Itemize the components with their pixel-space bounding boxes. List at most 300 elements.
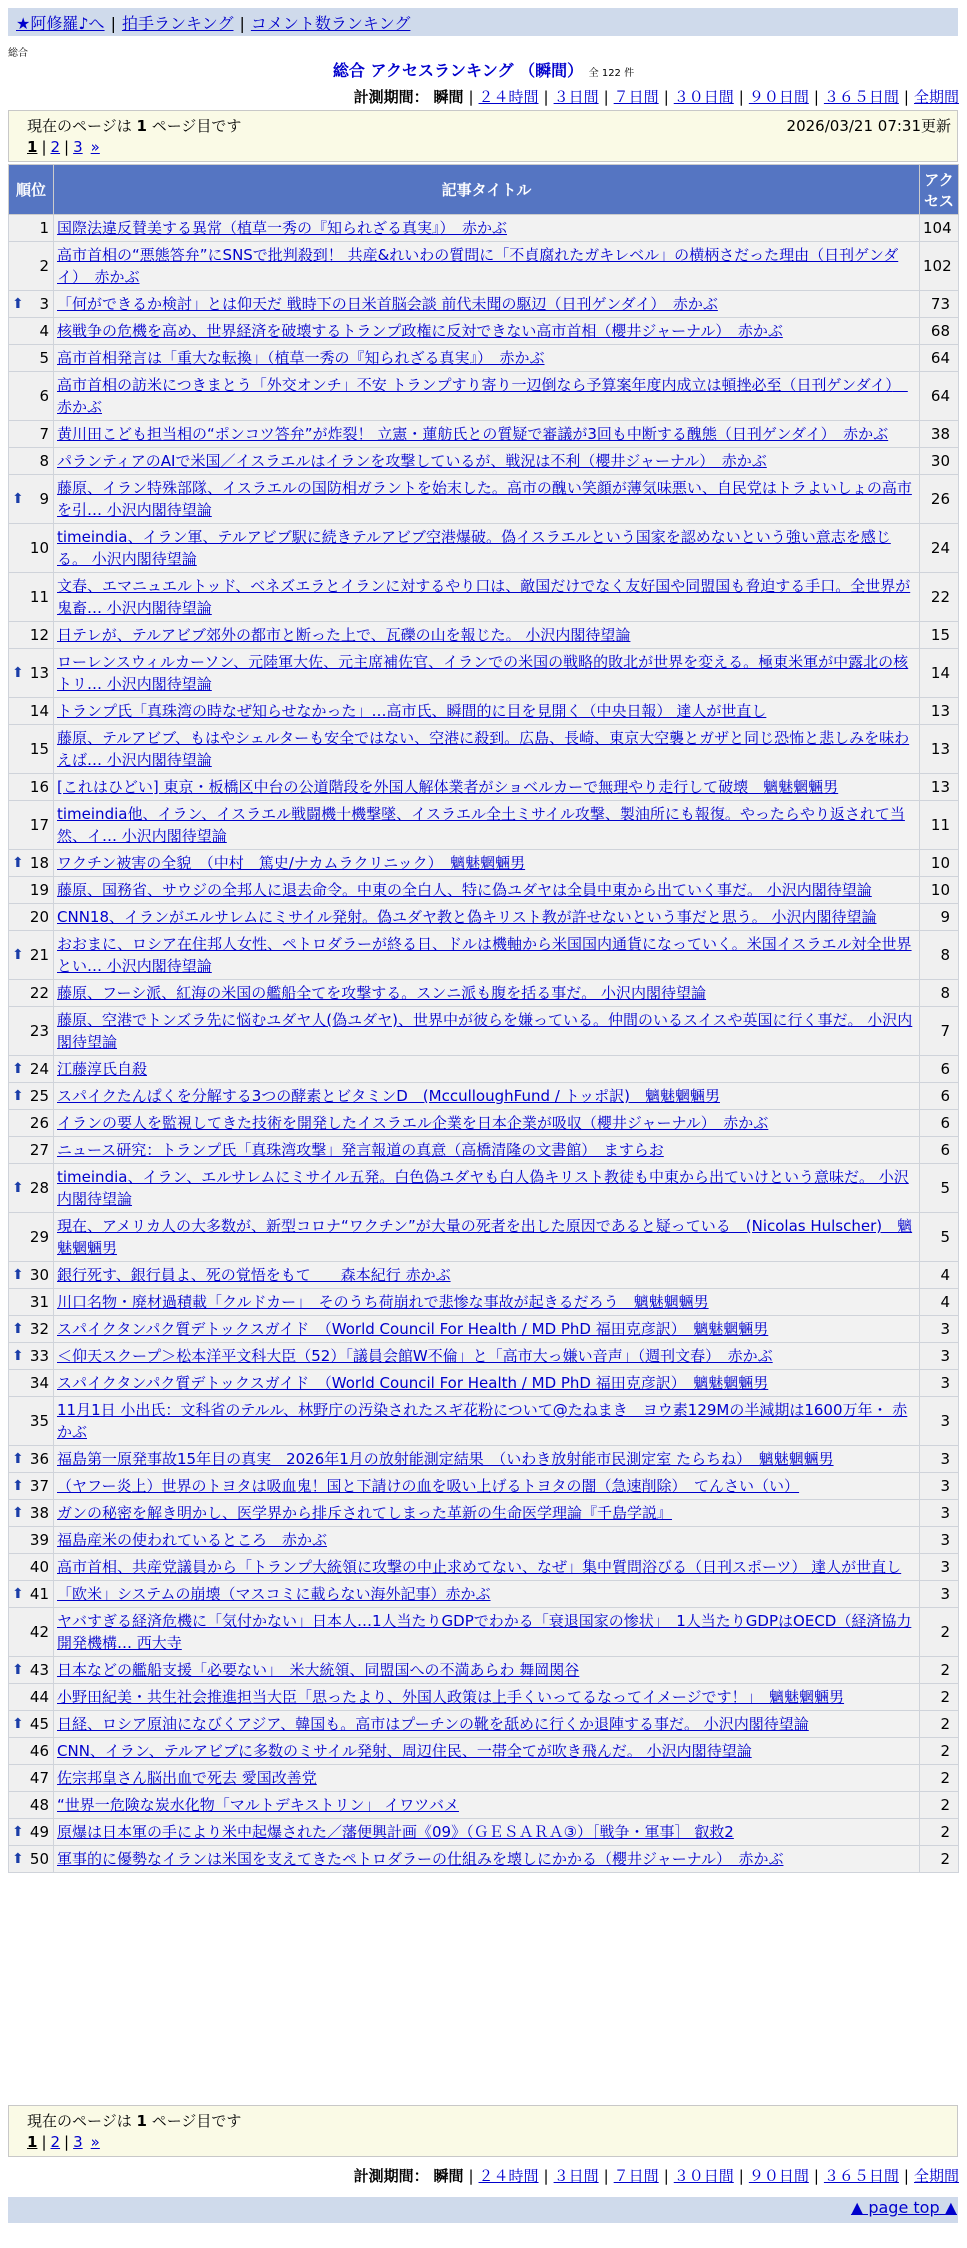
up-arrow-icon: ⬆ — [12, 1321, 24, 1337]
rank-number: 49 — [29, 1823, 49, 1841]
table-header-row — [9, 165, 959, 215]
rank-cell — [9, 1007, 54, 1056]
article-title-link[interactable]: ＜仰天スクープ＞松本洋平文科大臣（52）「議員会館W不倫」と「高市大っ嫌い音声」（週刊文春） 赤かぶ — [57, 1347, 773, 1365]
access-count: 7 — [920, 1007, 959, 1056]
rank-cell — [9, 1581, 54, 1608]
access-count: 2 — [920, 1846, 959, 1873]
rank-cell — [9, 980, 54, 1007]
rank-number: 27 — [29, 1141, 49, 1159]
total-count: 全 122 件 — [588, 68, 635, 79]
rank-cell — [9, 1473, 54, 1500]
article-title-link[interactable]: 11月1日 小出氏：文科省のテルル、林野庁の汚染されたスギ花粉について@たねまき ヨウ素129Mの半減期は1600万年・ 赤かぶ — [57, 1401, 908, 1441]
rank-number: 44 — [29, 1688, 49, 1706]
title-cell — [54, 1657, 920, 1684]
access-count: 8 — [920, 980, 959, 1007]
rank-cell — [9, 1213, 54, 1262]
title-cell — [54, 649, 920, 698]
access-count: 11 — [920, 801, 959, 850]
title-cell — [54, 1846, 920, 1873]
nav-clap-ranking-link[interactable]: 拍手ランキング — [121, 14, 234, 33]
period-selector-bottom: 計測期間： 瞬間 | ２４時間 | ３日間 | ７日間 | ３０日間 | ９０日間 | ３６５日間 | 全期間 — [353, 2167, 959, 2185]
title-cell — [54, 421, 920, 448]
article-title-link[interactable]: timeindia、イラン軍、テルアビブ駅に続きテルアビブ空港爆破。偽イスラエルという国家を認めないという強い意志を感じる。 小沢内閣待望論 — [57, 528, 891, 568]
article-title-link[interactable]: ヤバすぎる経済危機に「気付かない」日本人…1人当たりGDPでわかる「衰退国家の惨状」 1人当たりGDPはOECD（経済協力開発機構… 西大寺 — [57, 1612, 912, 1652]
access-count: 4 — [920, 1289, 959, 1316]
access-count: 6 — [920, 1056, 959, 1083]
up-arrow-icon: ⬆ — [12, 1505, 24, 1521]
access-count: 2 — [920, 1792, 959, 1819]
period-selector-top: 計測期間： 瞬間 | ２４時間 | ３日間 | ７日間 | ３０日間 | ９０日間 | ３６５日間 | 全期間 — [353, 88, 959, 106]
access-count: 3 — [920, 1473, 959, 1500]
title-cell — [54, 1110, 920, 1137]
article-title-link[interactable]: 「何ができるか検討」とは仰天だ 戦時下の日米首脳会談 前代未聞の駆辺（日刊ゲンダイ） 赤かぶ — [57, 295, 718, 313]
access-count: 15 — [920, 622, 959, 649]
article-title-link[interactable]: 核戦争の危機を高め、世界経済を破壊するトランプ政権に反対できない高市首相（櫻井ジャーナル） 赤かぶ — [57, 322, 783, 340]
article-title-link[interactable]: 高市首相発言は「重大な転換」（植草一秀の『知られざる真実』） 赤かぶ — [57, 349, 545, 367]
access-count: 3 — [920, 1343, 959, 1370]
article-title-link[interactable]: 福島第一原発事故15年目の真実 2026年1月の放射能測定結果 （いわき放射能市民測定室 たらちね） 魑魅魍魎男 — [57, 1450, 834, 1468]
title-cell — [54, 1473, 920, 1500]
article-title-link[interactable]: 「欧米」システムの崩壊（マスコミに載らない海外記事）赤かぶ — [57, 1585, 491, 1603]
title-cell — [54, 1554, 920, 1581]
access-count: 5 — [920, 1164, 959, 1213]
access-count: 9 — [920, 904, 959, 931]
rank-cell — [9, 931, 54, 980]
rank-number: 29 — [29, 1228, 49, 1246]
rank-cell — [9, 345, 54, 372]
rank-number: 19 — [29, 881, 49, 899]
up-arrow-icon: ⬆ — [12, 1662, 24, 1678]
article-title-link[interactable]: （ヤフー炎上）世界のトヨタは吸血鬼！国と下請けの血を吸い上げるトヨタの闇（急速削除） てんさい（い） — [57, 1477, 800, 1495]
rank-number: 7 — [39, 425, 49, 443]
category-label: 総合 — [8, 48, 28, 59]
rank-cell — [9, 1083, 54, 1110]
article-title-link[interactable]: イランの要人を監視してきた技術を開発したイスラエル企業を日本企業が吸収（櫻井ジャーナル） 赤かぶ — [57, 1114, 769, 1132]
article-title-link[interactable]: ガンの秘密を解き明かし、医学界から排斥されてしまった革新の生命医学理論『千島学説』 — [57, 1504, 673, 1522]
rank-number: 45 — [29, 1715, 49, 1733]
period-90d-link[interactable]: ９０日間 — [748, 88, 809, 106]
rank-number: 46 — [29, 1742, 49, 1760]
nav-comment-ranking-link[interactable]: コメント数ランキング — [250, 14, 411, 33]
table-row — [9, 1289, 959, 1316]
table-row — [9, 524, 959, 573]
title-cell — [54, 1711, 920, 1738]
rank-cell — [9, 774, 54, 801]
article-title-link[interactable]: 江藤淳氏自殺 — [57, 1060, 148, 1078]
title-cell — [54, 1819, 920, 1846]
rank-number: 4 — [39, 322, 49, 340]
rank-number: 15 — [29, 740, 49, 758]
title-cell — [54, 904, 920, 931]
article-title-link[interactable]: 国際法違反賛美する異常（植草一秀の『知られざる真実』） 赤かぶ — [57, 219, 508, 237]
access-count: 2 — [920, 1608, 959, 1657]
rank-cell — [9, 877, 54, 904]
access-count: 4 — [920, 1262, 959, 1289]
period-3d-link[interactable]: ３日間 — [553, 2167, 599, 2185]
article-title-link[interactable]: [これはひどい] 東京・板橋区中台の公道階段を外国人解体業者がショベルカーで無理やり走行して破壊 魑魅魍魎男 — [57, 778, 839, 796]
rank-number: 36 — [29, 1450, 49, 1468]
table-row — [9, 1343, 959, 1370]
footer-bar — [8, 2197, 958, 2223]
table-row — [9, 573, 959, 622]
rank-cell — [9, 1819, 54, 1846]
title-cell — [54, 1500, 920, 1527]
rank-number: 26 — [29, 1114, 49, 1132]
article-title-link[interactable]: 藤原、フーシ派、紅海の米国の艦船全てを攻撃する。スンニ派も腹を括る事だ。 小沢内閣待望論 — [57, 984, 707, 1002]
rank-number: 40 — [29, 1558, 49, 1576]
table-row — [9, 1711, 959, 1738]
title-cell — [54, 215, 920, 242]
nav-home-link[interactable]: ★阿修羅♪へ — [16, 14, 105, 33]
rank-number: 16 — [29, 778, 49, 796]
page-1-link[interactable]: 1 — [27, 2133, 38, 2151]
period-3d-link[interactable]: ３日間 — [553, 88, 599, 106]
period-365d-link[interactable]: ３６５日間 — [823, 88, 899, 106]
rank-number: 35 — [29, 1412, 49, 1430]
table-row — [9, 1527, 959, 1554]
rank-cell — [9, 1527, 54, 1554]
up-arrow-icon: ⬆ — [12, 296, 24, 312]
table-row — [9, 904, 959, 931]
next-page-link[interactable]: » — [90, 138, 100, 156]
rank-number: 8 — [39, 452, 49, 470]
rank-number: 20 — [29, 908, 49, 926]
rank-cell — [9, 1343, 54, 1370]
title-cell — [54, 1316, 920, 1343]
rank-cell — [9, 421, 54, 448]
article-title-link[interactable]: 現在、アメリカ人の大多数が、新型コロナ“ワクチン”が大量の死者を出した原因であると疑っている (Nicolas Hulscher) 魑魅魍魎男 — [57, 1217, 913, 1257]
access-count: 64 — [920, 345, 959, 372]
title-cell — [54, 774, 920, 801]
article-title-link[interactable]: 藤原、国務省、サウジの全邦人に退去命令。中東の全白人、特に偽ユダヤは全員中東から出ていく事だ。 小沢内閣待望論 — [57, 881, 872, 899]
article-title-link[interactable]: 福島産米の使われているところ 赤かぶ — [57, 1531, 328, 1549]
table-row — [9, 1765, 959, 1792]
rank-number: 2 — [39, 257, 49, 275]
table-row — [9, 1164, 959, 1213]
table-row — [9, 1657, 959, 1684]
title-cell — [54, 1765, 920, 1792]
table-row — [9, 1473, 959, 1500]
period-7d-link[interactable]: ７日間 — [613, 2167, 659, 2185]
article-title-link[interactable]: 文春、エマニュエルトッド、ベネズエラとイランに対するやり口は、敵国だけでなく友好国や同盟国も脅迫する手口。全世界が鬼畜… 小沢内閣待望論 — [57, 577, 911, 617]
access-count: 2 — [920, 1711, 959, 1738]
rank-cell — [9, 1137, 54, 1164]
rank-cell — [9, 318, 54, 345]
up-arrow-icon: ⬆ — [12, 1348, 24, 1364]
access-count: 2 — [920, 1765, 959, 1792]
article-title-link[interactable]: 藤原、空港でトンズラ先に悩むユダヤ人(偽ユダヤ)、世界中が彼らを嫌っている。仲間のいるスイスや英国に行く事だ。 小沢内閣待望論 — [57, 1011, 913, 1051]
period-7d-link[interactable]: ７日間 — [613, 88, 659, 106]
page-title — [0, 58, 967, 81]
table-row — [9, 649, 959, 698]
article-title-link[interactable]: 川口名物・廃材過積載「クルドカー」 そのうち荷崩れで悲惨な事故が起きるだろう 魑魅魍魎男 — [57, 1293, 709, 1311]
up-arrow-icon: ⬆ — [12, 665, 24, 681]
article-title-link[interactable]: スパイクタンパク質デトックスガイド （World Council For Health / MD PhD 福田克彦訳） 魑魅魍魎男 — [57, 1320, 769, 1338]
table-row — [9, 774, 959, 801]
access-count: 104 — [920, 215, 959, 242]
article-title-link[interactable]: 日テレが、テルアビブ郊外の都市と断った上で、瓦礫の山を報じた。 小沢内閣待望論 — [57, 626, 631, 644]
table-row — [9, 1608, 959, 1657]
next-page-link[interactable]: » — [90, 2133, 100, 2151]
up-arrow-icon: ⬆ — [12, 1851, 24, 1867]
title-cell — [54, 242, 920, 291]
title-cell — [54, 877, 920, 904]
title-cell — [54, 725, 920, 774]
table-row — [9, 448, 959, 475]
table-row — [9, 1846, 959, 1873]
access-count: 38 — [920, 421, 959, 448]
rank-cell — [9, 573, 54, 622]
pagination: 1 | 2 | 3 » — [27, 138, 100, 156]
up-arrow-icon: ⬆ — [12, 1478, 24, 1494]
top-nav — [8, 8, 958, 36]
article-title-link[interactable]: 銀行死す、銀行員よ、死の覚悟をもて 森本紀行 赤かぶ — [57, 1266, 451, 1284]
rank-number: 34 — [29, 1374, 49, 1392]
page-title-text: 総合 アクセスランキング （瞬間） — [332, 61, 584, 80]
table-row — [9, 1792, 959, 1819]
page-2-link[interactable]: 2 — [50, 138, 61, 156]
access-count: 3 — [920, 1581, 959, 1608]
rank-cell — [9, 372, 54, 421]
table-row — [9, 1056, 959, 1083]
table-row — [9, 421, 959, 448]
title-cell — [54, 1738, 920, 1765]
access-count: 5 — [920, 1213, 959, 1262]
table-row — [9, 622, 959, 649]
article-title-link[interactable]: 黄川田こども担当相の“ポンコツ答弁”が炸裂！ 立憲・蓮舫氏との質疑で審議が3回も中断する醜態（日刊ゲンダイ） 赤かぶ — [57, 425, 889, 443]
title-cell — [54, 801, 920, 850]
article-title-link[interactable]: おおまに、ロシア在住邦人女性、ペトロダラーが終る日、ドルは機軸から米国国内通貨になっていく。米国イスラエル対全世界とい… 小沢内閣待望論 — [57, 935, 912, 975]
ranking-body — [9, 215, 959, 1873]
rank-number: 50 — [29, 1850, 49, 1868]
access-count: 26 — [920, 475, 959, 524]
title-cell — [54, 524, 920, 573]
rank-cell — [9, 1164, 54, 1213]
rank-cell — [9, 242, 54, 291]
rank-number: 48 — [29, 1796, 49, 1814]
page-3-link[interactable]: 3 — [73, 138, 83, 156]
article-title-link[interactable]: 高市首相の訪米につきまとう「外交オンチ」不安 トランプすり寄り一辺倒なら予算案年度内成立は頓挫必至（日刊ゲンダイ） 赤かぶ — [57, 376, 908, 416]
article-title-link[interactable]: 藤原、イラン特殊部隊、イスラエルの国防相ガラントを始末した。高市の醜い笑顔が薄気味悪い、自民党はトラよいしょの高市を引… 小沢内閣待望論 — [57, 479, 912, 519]
nav-separator: | — [110, 14, 116, 33]
page-1-link[interactable]: 1 — [27, 138, 38, 156]
rank-number: 3 — [39, 295, 49, 313]
period-24h-link[interactable]: ２４時間 — [478, 2167, 539, 2185]
article-title-link[interactable]: ニュース研究：トランプ氏「真珠湾攻撃」発言報道の真意（高橋清隆の文書館） ますらお — [57, 1141, 664, 1159]
access-count: 13 — [920, 725, 959, 774]
access-count: 2 — [920, 1657, 959, 1684]
title-cell — [54, 345, 920, 372]
period-all-link[interactable]: 全期間 — [913, 2167, 959, 2185]
access-count: 3 — [920, 1554, 959, 1581]
access-count: 6 — [920, 1137, 959, 1164]
title-cell — [54, 1056, 920, 1083]
table-row — [9, 1500, 959, 1527]
period-365d-link[interactable]: ３６５日間 — [823, 2167, 899, 2185]
table-row — [9, 980, 959, 1007]
table-row — [9, 475, 959, 524]
period-30d-link[interactable]: ３０日間 — [673, 2167, 734, 2185]
title-cell — [54, 1397, 920, 1446]
title-cell — [54, 1164, 920, 1213]
rank-cell — [9, 1846, 54, 1873]
table-row — [9, 291, 959, 318]
article-title-link[interactable]: CNN18、イランがエルサレムにミサイル発射。偽ユダヤ教と偽キリスト教が許せないという事だと思う。 小沢内閣待望論 — [57, 908, 877, 926]
access-count: 68 — [920, 318, 959, 345]
up-arrow-icon: ⬆ — [12, 1061, 24, 1077]
period-24h-link[interactable]: ２４時間 — [478, 88, 539, 106]
rank-cell — [9, 1110, 54, 1137]
rank-cell — [9, 850, 54, 877]
col-header-rank: 順位 — [9, 165, 54, 215]
rank-cell — [9, 475, 54, 524]
access-count: 30 — [920, 448, 959, 475]
article-title-link[interactable]: 高市首相、共産党議員から「トランプ大統領に攻撃の中止求めてない、なぜ」集中質問浴びる（日刊スポーツ） 達人が世直し — [57, 1558, 902, 1576]
period-label: 計測期間： — [353, 88, 429, 106]
table-row — [9, 931, 959, 980]
up-arrow-icon: ⬆ — [12, 1824, 24, 1840]
up-arrow-icon: ⬆ — [12, 1267, 24, 1283]
period-all-link[interactable]: 全期間 — [913, 88, 959, 106]
rank-cell — [9, 1792, 54, 1819]
period-30d-link[interactable]: ３０日間 — [673, 88, 734, 106]
table-row — [9, 1581, 959, 1608]
title-cell — [54, 1527, 920, 1554]
rank-number: 9 — [39, 490, 49, 508]
table-row — [9, 850, 959, 877]
rank-number: 47 — [29, 1769, 49, 1787]
title-cell — [54, 573, 920, 622]
article-title-link[interactable]: 原爆は日本軍の手により米中起爆された／藩便興計画《09》（ＧＥＳＡＲＡ③）［戦争・軍事］ 叡救2 — [57, 1823, 734, 1841]
title-cell — [54, 1370, 920, 1397]
article-title-link[interactable]: CNN、イラン、テルアビブに多数のミサイル発射、周辺住民、一帯全てが吹き飛んだ。 小沢内閣待望論 — [57, 1742, 752, 1760]
article-title-link[interactable]: ローレンスウィルカーソン、元陸軍大佐、元主席補佐官、イランでの米国の戦略的敗北が世界を変える。極東米軍が中露北の核トリ… 小沢内閣待望論 — [57, 653, 909, 693]
title-cell — [54, 1608, 920, 1657]
rank-number: 22 — [29, 984, 49, 1002]
rank-number: 11 — [29, 588, 49, 606]
article-title-link[interactable]: ワクチン被害の全貌 （中村 篤史/ナカムラクリニック） 魑魅魍魎男 — [57, 854, 526, 872]
table-row — [9, 1554, 959, 1581]
table-row — [9, 372, 959, 421]
access-count: 3 — [920, 1500, 959, 1527]
table-row — [9, 1262, 959, 1289]
rank-number: 25 — [29, 1087, 49, 1105]
page-top-link[interactable]: ▲ page top ▲ — [850, 2198, 957, 2217]
rank-number: 17 — [29, 816, 49, 834]
rank-cell — [9, 622, 54, 649]
article-title-link[interactable]: トランプ氏「真珠湾の時なぜ知らせなかった」…高市氏、瞬間的に目を見開く（中央日報） 達人が世直し — [57, 702, 767, 720]
access-count: 8 — [920, 931, 959, 980]
access-count: 64 — [920, 372, 959, 421]
up-arrow-icon: ⬆ — [12, 1716, 24, 1732]
rank-number: 13 — [29, 664, 49, 682]
article-title-link[interactable]: パランティアのAIで米国／イスラエルはイランを攻撃しているが、戦況は不利（櫻井ジャーナル） 赤かぶ — [57, 452, 767, 470]
ranking-table — [8, 164, 959, 1873]
access-count: 2 — [920, 1738, 959, 1765]
rank-number: 42 — [29, 1623, 49, 1641]
pagination-bottom: 1 | 2 | 3 » — [27, 2133, 100, 2151]
rank-number: 24 — [29, 1060, 49, 1078]
pager-box-top — [8, 110, 958, 162]
rank-cell — [9, 1316, 54, 1343]
rank-cell — [9, 1738, 54, 1765]
access-count: 3 — [920, 1316, 959, 1343]
rank-number: 18 — [29, 854, 49, 872]
table-row — [9, 1007, 959, 1056]
rank-cell — [9, 1657, 54, 1684]
up-arrow-icon: ⬆ — [12, 947, 24, 963]
access-count: 10 — [920, 850, 959, 877]
table-row — [9, 801, 959, 850]
rank-number: 1 — [39, 219, 49, 237]
access-count: 6 — [920, 1083, 959, 1110]
page-2-link[interactable]: 2 — [50, 2133, 61, 2151]
article-title-link[interactable]: 藤原、テルアビブ、もはやシェルターも安全ではない、空港に殺到。広島、長崎、東京大空襲とガザと同じ恐怖と悲しみを味わえば… 小沢内閣待望論 — [57, 729, 910, 769]
access-count: 3 — [920, 1370, 959, 1397]
rank-cell — [9, 725, 54, 774]
title-cell — [54, 1289, 920, 1316]
period-label: 計測期間： — [353, 2167, 429, 2185]
rank-cell — [9, 1765, 54, 1792]
access-count: 10 — [920, 877, 959, 904]
article-title-link[interactable]: 小野田紀美・共生社会推進担当大臣「思ったより、外国人政策は上手くいってるなってイメージです！」 魑魅魍魎男 — [57, 1688, 845, 1706]
rank-cell — [9, 1711, 54, 1738]
article-title-link[interactable]: スパイクタンパク質デトックスガイド （World Council For Health / MD PhD 福田克彦訳） 魑魅魍魎男 — [57, 1374, 769, 1392]
article-title-link[interactable]: スパイクたんぱくを分解する3つの酵素とビタミンD (McculloughFund / トッポ訳) 魑魅魍魎男 — [57, 1087, 720, 1105]
rank-number: 37 — [29, 1477, 49, 1495]
title-cell — [54, 475, 920, 524]
table-row — [9, 1110, 959, 1137]
current-page-text-bottom: 現在のページは 1 ページ目です — [27, 2112, 242, 2130]
rank-cell — [9, 1056, 54, 1083]
title-cell — [54, 622, 920, 649]
rank-number: 32 — [29, 1320, 49, 1338]
table-row — [9, 725, 959, 774]
rank-number: 41 — [29, 1585, 49, 1603]
rank-cell — [9, 215, 54, 242]
rank-number: 23 — [29, 1022, 49, 1040]
article-title-link[interactable]: timeindia他、イラン、イスラエル戦闘機十機撃墜、イスラエル全土ミサイル攻撃、製油所にも報復。やったらやり返されて当然、イ… 小沢内閣待望論 — [57, 805, 905, 845]
access-count: 3 — [920, 1397, 959, 1446]
rank-cell — [9, 1446, 54, 1473]
up-arrow-icon: ⬆ — [12, 855, 24, 871]
table-row — [9, 1213, 959, 1262]
article-title-link[interactable]: 高市首相の“悪態答弁”にSNSで批判殺到！ 共産&れいわの質問に「不貞腐れたガキレベル」の横柄さだった理由（日刊ゲンダイ） 赤かぶ — [57, 246, 899, 286]
period-90d-link[interactable]: ９０日間 — [748, 2167, 809, 2185]
article-title-link[interactable]: timeindia、イラン、エルサレムにミサイル五発。白色偽ユダヤも白人偽キリスト教徒も中東から出ていけという意味だ。 小沢内閣待望論 — [57, 1168, 909, 1208]
up-arrow-icon: ⬆ — [12, 1180, 24, 1196]
rank-number: 43 — [29, 1661, 49, 1679]
rank-cell — [9, 649, 54, 698]
article-title-link[interactable]: 佐宗邦皇さん脳出血で死去 愛国改善党 — [57, 1769, 317, 1787]
access-count: 13 — [920, 774, 959, 801]
page-3-link[interactable]: 3 — [73, 2133, 83, 2151]
rank-number: 10 — [29, 539, 49, 557]
table-row — [9, 1684, 959, 1711]
title-cell — [54, 448, 920, 475]
rank-number: 39 — [29, 1531, 49, 1549]
rank-number: 33 — [29, 1347, 49, 1365]
article-title-link[interactable]: 軍事的に優勢なイランは米国を支えてきたペトロダラーの仕組みを壊しにかかる（櫻井ジャーナル） 赤かぶ — [57, 1850, 784, 1868]
article-title-link[interactable]: 日本などの艦船支援「必要ない」 米大統領、同盟国への不満あらわ 舞岡関谷 — [57, 1661, 580, 1679]
rank-number: 38 — [29, 1504, 49, 1522]
title-cell — [54, 372, 920, 421]
table-row — [9, 1370, 959, 1397]
up-arrow-icon: ⬆ — [12, 1088, 24, 1104]
article-title-link[interactable]: 日経、ロシア原油になびくアジア、韓国も。高市はプーチンの靴を舐めに行くか退陣する事だ。 小沢内閣待望論 — [57, 1715, 809, 1733]
access-count: 102 — [920, 242, 959, 291]
article-title-link[interactable]: “世界一危険な炭水化物「マルトデキストリン」 イワツバメ — [57, 1796, 459, 1814]
